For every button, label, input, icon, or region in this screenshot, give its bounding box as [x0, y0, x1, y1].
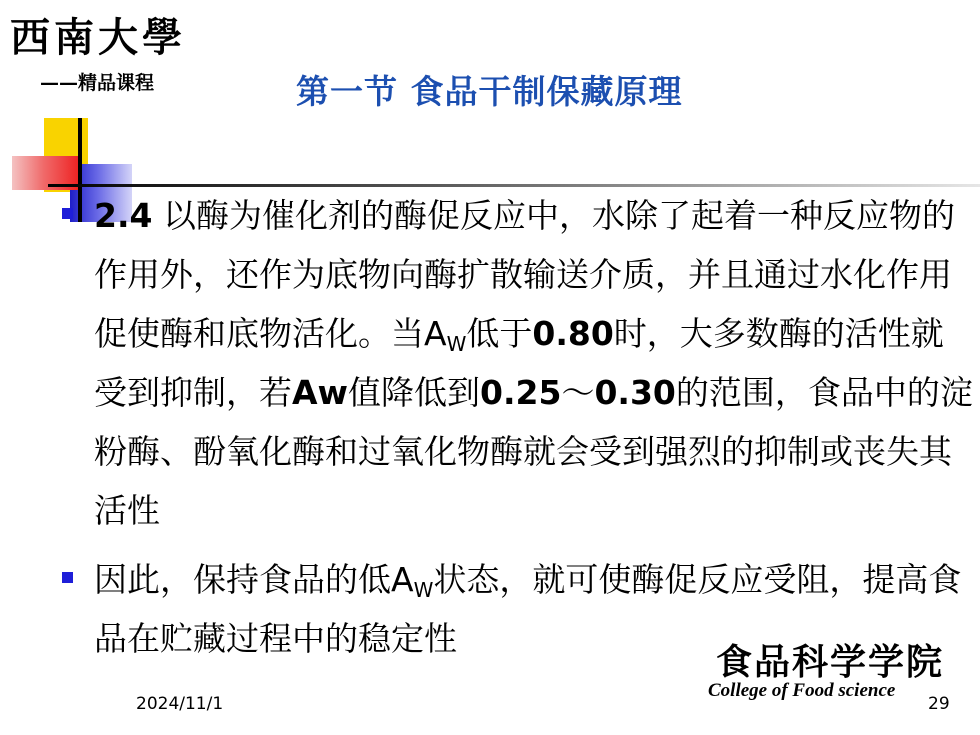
- text-segment: 时，大多数酶的活性就受到抑制，若: [94, 314, 944, 412]
- subscript-w: W: [413, 578, 434, 602]
- slide-title: 第一节 食品干制保藏原理: [296, 72, 683, 111]
- text-segment: 低于: [466, 314, 533, 353]
- text-segment: 的范围，食品中的淀粉酶、酚氧化酶和过氧化物酶就会受到强烈的抑制或丧失其活性: [94, 373, 973, 530]
- aw-term: Aw: [292, 373, 349, 412]
- text-segment: 状态，就可使酶促反应受阻，提高食品在贮藏过程中的稳定性: [94, 560, 962, 658]
- text-segment: 以酶为催化剂的酶促反应中，水除了起着一种反应物的作用外，还作为底物向酶扩散输送介质，并且通过水化作用促使酶和底物活化。当A: [94, 196, 955, 353]
- value-080: 0.80: [532, 314, 614, 353]
- subscript-w: W: [446, 332, 467, 356]
- course-subtitle: ——精品课程: [40, 72, 155, 94]
- text-segment: 值降低到: [348, 373, 481, 412]
- bullet-item-1: [94, 186, 974, 540]
- text-segment: 因此，保持食品的低A: [94, 560, 414, 599]
- bullet-square-icon: [62, 208, 73, 219]
- decor-vertical-line: [78, 118, 82, 222]
- college-name-en: College of Food science: [708, 680, 896, 701]
- slide-number: 29: [928, 694, 950, 714]
- university-logo: 西南大學: [10, 14, 186, 61]
- bullet-square-icon: [62, 572, 73, 583]
- item-number: 2.4: [94, 196, 153, 235]
- range-tilde: ～: [561, 373, 595, 412]
- college-logo-cn: 食品科学学院: [716, 641, 945, 683]
- slide-date: 2024/11/1: [136, 694, 224, 714]
- value-030: 0.30: [594, 373, 676, 412]
- value-025: 0.25: [480, 373, 562, 412]
